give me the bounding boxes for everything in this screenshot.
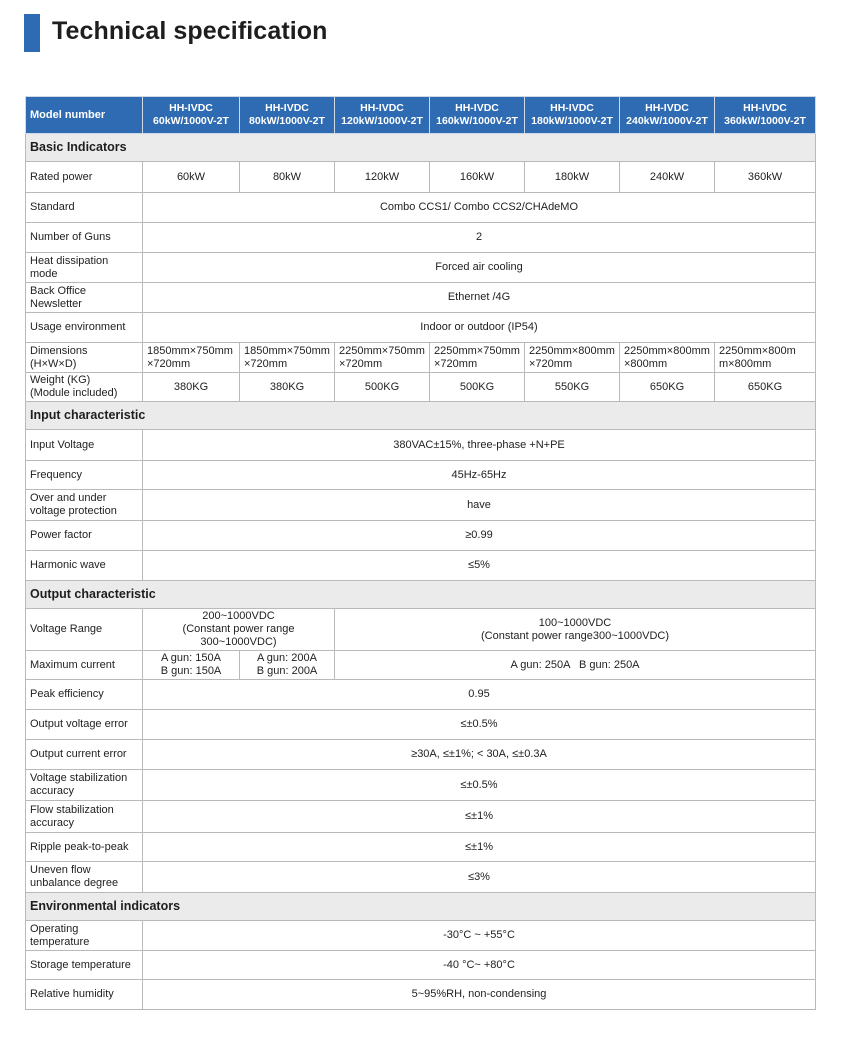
model-header-160kw: HH-IVDC 160kW/1000V-2T (430, 97, 525, 134)
row-label: Frequency (26, 461, 143, 490)
table-cell: 360kW (715, 162, 816, 193)
row-label: Output voltage error (26, 710, 143, 740)
table-cell: A gun: 250A B gun: 250A (335, 651, 816, 680)
table-cell: 80kW (240, 162, 335, 193)
table-row (26, 343, 816, 373)
table-row (26, 833, 816, 862)
table-cell: 2250mm×800mm ×800mm (620, 343, 715, 373)
table-row (26, 162, 816, 193)
table-cell: 5~95%RH, non-condensing (143, 980, 816, 1010)
table-cell: ≤5% (143, 551, 816, 581)
section-title: Environmental indicators (26, 893, 816, 921)
table-cell: 2250mm×750mm ×720mm (335, 343, 430, 373)
section-environment (26, 893, 816, 921)
row-label: Relative humidity (26, 980, 143, 1010)
row-label: Power factor (26, 521, 143, 551)
table-cell: 650KG (715, 373, 816, 402)
model-header-80kw: HH-IVDC 80kW/1000V-2T (240, 97, 335, 134)
table-row (26, 253, 816, 283)
table-row (26, 461, 816, 490)
table-cell: 500KG (430, 373, 525, 402)
section-title: Input characteristic (26, 402, 816, 430)
table-row (26, 921, 816, 951)
model-header-360kw: HH-IVDC 360kW/1000V-2T (715, 97, 816, 134)
table-cell: 1850mm×750mm ×720mm (143, 343, 240, 373)
table-row (26, 283, 816, 313)
table-cell: 380KG (143, 373, 240, 402)
title-accent-bar (24, 14, 40, 52)
row-label: Rated power (26, 162, 143, 193)
table-cell: have (143, 490, 816, 521)
row-label: Voltage Range (26, 609, 143, 651)
section-basic (26, 134, 816, 162)
table-row (26, 801, 816, 833)
row-label: Voltage stabilization accuracy (26, 770, 143, 801)
row-label: Harmonic wave (26, 551, 143, 581)
model-number-header: Model number (26, 97, 143, 134)
table-row (26, 313, 816, 343)
table-cell: 380KG (240, 373, 335, 402)
table-row (26, 680, 816, 710)
spec-table (25, 96, 816, 1010)
table-cell: 160kW (430, 162, 525, 193)
row-label: Peak efficiency (26, 680, 143, 710)
table-row (26, 740, 816, 770)
table-cell: 60kW (143, 162, 240, 193)
table-cell: ≤3% (143, 862, 816, 893)
table-cell: 120kW (335, 162, 430, 193)
table-cell: 45Hz-65Hz (143, 461, 816, 490)
table-row (26, 373, 816, 402)
table-cell: 2 (143, 223, 816, 253)
row-label: Storage temperature (26, 951, 143, 980)
row-label: Weight (KG) (Module included) (26, 373, 143, 402)
table-cell: 2250mm×800m m×800mm (715, 343, 816, 373)
table-cell: 240kW (620, 162, 715, 193)
table-cell: ≤±0.5% (143, 770, 816, 801)
page-title: Technical specification (52, 17, 328, 45)
row-label: Back Office Newsletter (26, 283, 143, 313)
table-cell: Indoor or outdoor (IP54) (143, 313, 816, 343)
table-cell: ≤±0.5% (143, 710, 816, 740)
row-label: Over and under voltage protection (26, 490, 143, 521)
table-cell: 1850mm×750mm ×720mm (240, 343, 335, 373)
row-label: Flow stabilization accuracy (26, 801, 143, 833)
row-label: Standard (26, 193, 143, 223)
table-cell: 180kW (525, 162, 620, 193)
table-row (26, 430, 816, 461)
header-row (26, 97, 816, 134)
row-label: Ripple peak-to-peak (26, 833, 143, 862)
row-label: Operating temperature (26, 921, 143, 951)
row-label: Input Voltage (26, 430, 143, 461)
table-row (26, 551, 816, 581)
table-row (26, 609, 816, 651)
table-cell: Ethernet /4G (143, 283, 816, 313)
table-cell: -30°C ~ +55°C (143, 921, 816, 951)
model-header-120kw: HH-IVDC 120kW/1000V-2T (335, 97, 430, 134)
table-cell: ≥30A, ≤±1%; < 30A, ≤±0.3A (143, 740, 816, 770)
table-cell: 0.95 (143, 680, 816, 710)
model-header-180kw: HH-IVDC 180kW/1000V-2T (525, 97, 620, 134)
row-label: Output current error (26, 740, 143, 770)
table-cell: 650KG (620, 373, 715, 402)
table-cell: ≤±1% (143, 833, 816, 862)
table-row (26, 490, 816, 521)
table-row (26, 651, 816, 680)
table-row (26, 223, 816, 253)
table-row (26, 862, 816, 893)
row-label: Dimensions (H×W×D) (26, 343, 143, 373)
table-cell: -40 °C~ +80°C (143, 951, 816, 980)
section-output (26, 581, 816, 609)
table-cell: 100~1000VDC (Constant power range300~1000VDC) (335, 609, 816, 651)
table-cell: 200~1000VDC (Constant power range 300~1000VDC) (143, 609, 335, 651)
table-row (26, 980, 816, 1010)
table-cell: 380VAC±15%, three-phase +N+PE (143, 430, 816, 461)
table-cell: 2250mm×800mm ×720mm (525, 343, 620, 373)
table-cell: Forced air cooling (143, 253, 816, 283)
table-cell: ≥0.99 (143, 521, 816, 551)
section-title: Basic Indicators (26, 134, 816, 162)
table-cell: 2250mm×750mm ×720mm (430, 343, 525, 373)
section-input (26, 402, 816, 430)
table-cell: 550KG (525, 373, 620, 402)
table-cell: Combo CCS1/ Combo CCS2/CHAdeMO (143, 193, 816, 223)
table-row (26, 193, 816, 223)
table-cell: ≤±1% (143, 801, 816, 833)
row-label: Maximum current (26, 651, 143, 680)
table-cell: A gun: 200A B gun: 200A (240, 651, 335, 680)
table-row (26, 710, 816, 740)
table-cell: 500KG (335, 373, 430, 402)
table-cell: A gun: 150A B gun: 150A (143, 651, 240, 680)
table-row (26, 770, 816, 801)
model-header-240kw: HH-IVDC 240kW/1000V-2T (620, 97, 715, 134)
model-header-60kw: HH-IVDC 60kW/1000V-2T (143, 97, 240, 134)
row-label: Heat dissipation mode (26, 253, 143, 283)
row-label: Number of Guns (26, 223, 143, 253)
section-title: Output characteristic (26, 581, 816, 609)
row-label: Usage environment (26, 313, 143, 343)
table-row (26, 951, 816, 980)
row-label: Uneven flow unbalance degree (26, 862, 143, 893)
table-row (26, 521, 816, 551)
